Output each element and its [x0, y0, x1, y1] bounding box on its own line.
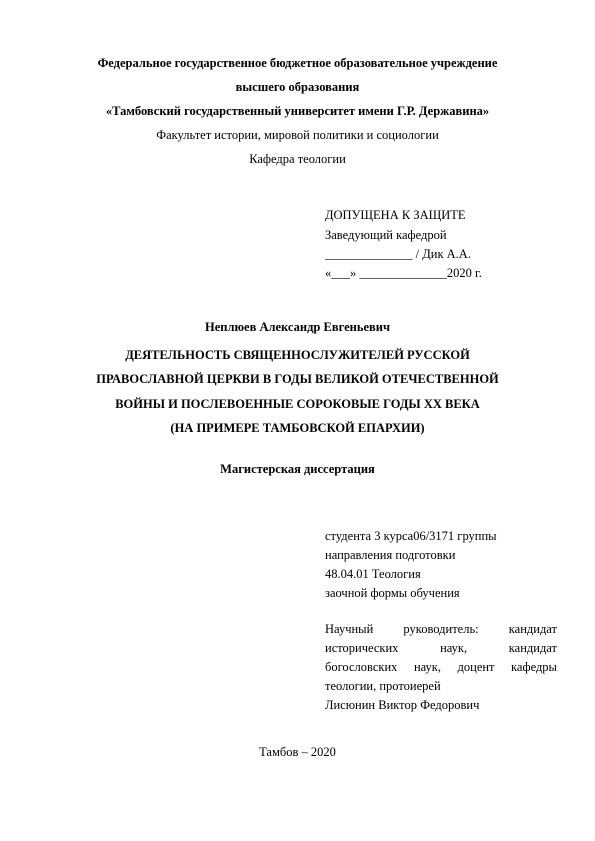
supervisor-word: наук,	[440, 641, 468, 655]
approval-signature-line: ______________ / Дик А.А.	[325, 247, 471, 261]
supervisor-word: исторических	[325, 641, 399, 655]
supervisor-word: кандидат	[508, 622, 557, 636]
thesis-title-line-1: ДЕЯТЕЛЬНОСТЬ СВЯЩЕННОСЛУЖИТЕЛЕЙ РУССКОЙ	[125, 348, 470, 362]
city-year: Тамбов – 2020	[259, 745, 336, 759]
supervisor-word: кандидат	[508, 641, 557, 655]
thesis-title-line-4: (НА ПРИМЕРЕ ТАМБОВСКОЙ ЕПАРХИИ)	[170, 421, 425, 435]
student-line-3: 48.04.01 Теология	[325, 567, 421, 581]
institution-line-2: высшего образования	[235, 80, 360, 94]
supervisor-line-3	[325, 660, 557, 675]
supervisor-word: богословских	[325, 660, 398, 674]
institution-line-1: Федеральное государственное бюджетное образовательное учреждение	[97, 56, 498, 70]
student-line-1: студента 3 курса06/3171 группы	[325, 529, 497, 543]
student-line-2: направления подготовки	[325, 548, 456, 562]
thesis-title-line-2: ПРАВОСЛАВНОЙ ЦЕРКВИ В ГОДЫ ВЕЛИКОЙ ОТЕЧЕСТВЕННОЙ	[96, 372, 499, 386]
approval-date-line: «___» ______________2020 г.	[325, 266, 482, 280]
thesis-title-line-3: ВОЙНЫ И ПОСЛЕВОЕННЫЕ СОРОКОВЫЕ ГОДЫ XX ВЕКА	[115, 397, 480, 411]
author-name: Неплюев Александр Евгеньевич	[204, 320, 390, 334]
work-type: Магистерская диссертация	[220, 462, 375, 476]
supervisor-word: руководитель:	[403, 622, 479, 636]
approval-role: Заведующий кафедрой	[325, 228, 447, 242]
faculty-name: Факультет истории, мировой политики и социологии	[156, 128, 439, 142]
university-name: «Тамбовский государственный университет имени Г.Р. Державина»	[105, 104, 490, 118]
supervisor-line-4: теологии, протоиерей	[325, 679, 441, 693]
supervisor-line-1	[325, 622, 557, 637]
student-line-4: заочной формы обучения	[325, 586, 460, 600]
supervisor-word: наук,	[413, 660, 441, 674]
department-name: Кафедра теологии	[249, 152, 346, 166]
supervisor-line-2	[325, 641, 557, 656]
supervisor-word: Научный	[325, 622, 374, 636]
approval-title: ДОПУЩЕНА К ЗАЩИТЕ	[325, 208, 466, 222]
supervisor-name: Лисюнин Виктор Федорович	[325, 698, 480, 712]
supervisor-word: кафедры	[511, 660, 557, 674]
supervisor-word: доцент	[457, 660, 495, 674]
